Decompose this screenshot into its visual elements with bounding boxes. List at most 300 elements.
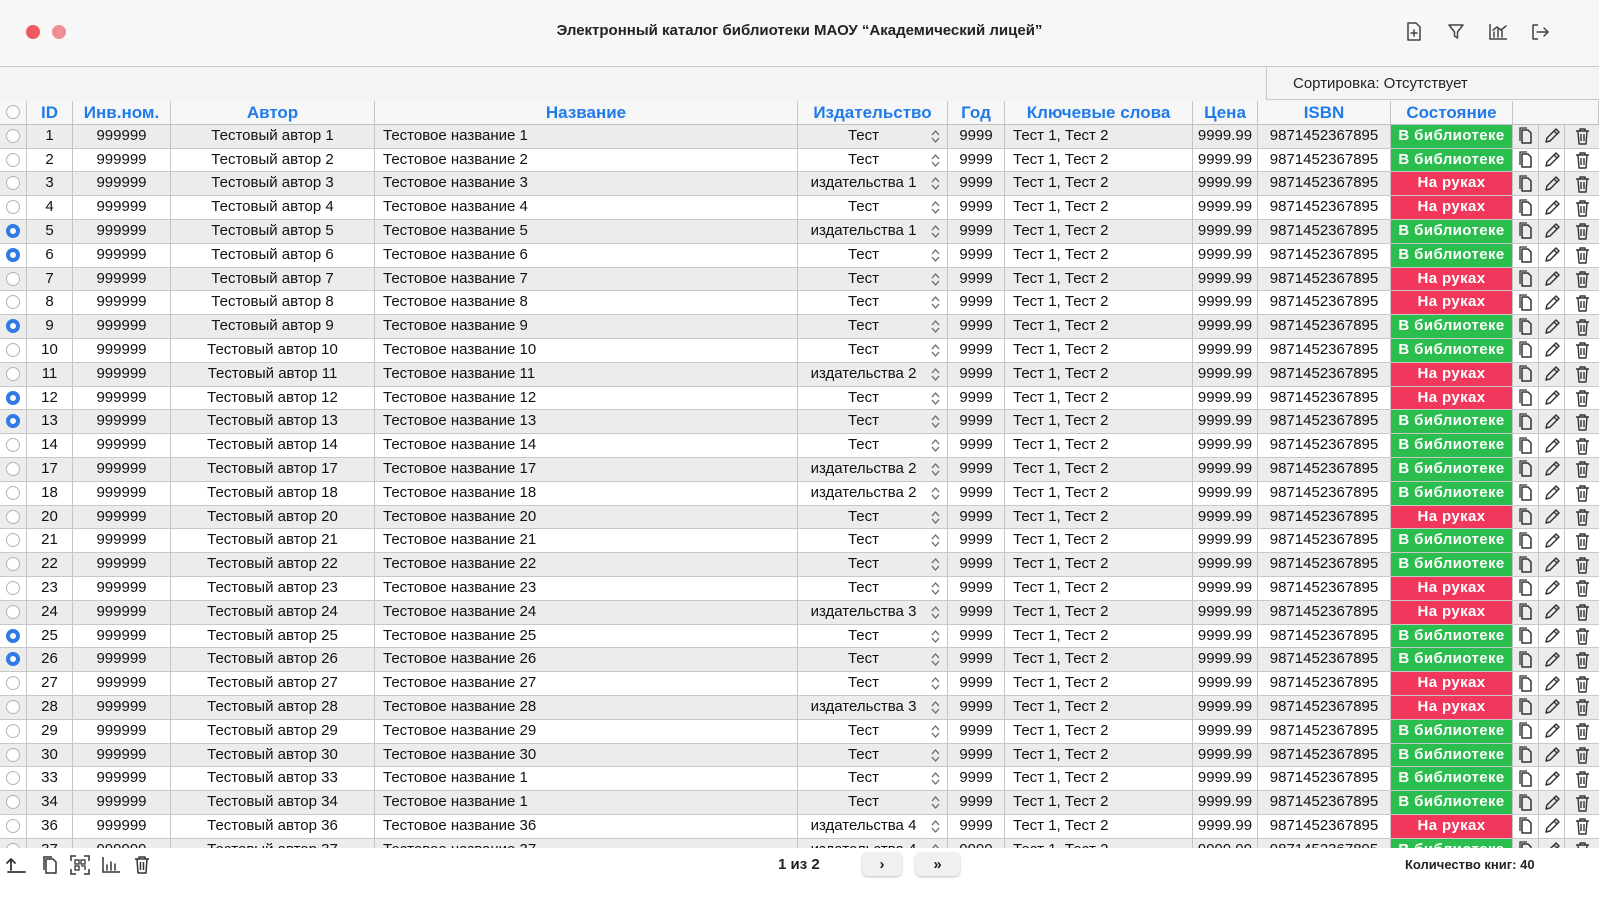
price-cell: 9999.99 bbox=[1193, 149, 1258, 172]
table-row[interactable] bbox=[0, 648, 1599, 672]
row-select-radio[interactable] bbox=[0, 791, 27, 814]
price-cell: 9999.99 bbox=[1193, 744, 1258, 767]
copy-icon[interactable] bbox=[1513, 196, 1539, 219]
copy-icon[interactable] bbox=[1513, 791, 1539, 814]
delete-icon[interactable] bbox=[1565, 601, 1599, 624]
stepper-icon[interactable] bbox=[931, 462, 940, 477]
copy-icon[interactable] bbox=[1513, 434, 1539, 457]
logout-icon[interactable] bbox=[1528, 20, 1552, 44]
id-cell: 28 bbox=[27, 696, 73, 719]
table-row[interactable] bbox=[0, 244, 1599, 268]
filter-icon[interactable] bbox=[1444, 20, 1468, 44]
copy-icon[interactable] bbox=[38, 853, 62, 877]
stepper-icon[interactable] bbox=[931, 129, 940, 144]
edit-icon[interactable] bbox=[1539, 410, 1565, 433]
isbn-cell: 9871452367895 bbox=[1258, 482, 1391, 505]
table-row[interactable] bbox=[0, 363, 1599, 387]
publisher-select[interactable] bbox=[798, 696, 948, 719]
table-row[interactable] bbox=[0, 387, 1599, 411]
inv-cell: 999999 bbox=[73, 387, 171, 410]
isbn-cell: 9871452367895 bbox=[1258, 648, 1391, 671]
table-row[interactable] bbox=[0, 125, 1599, 149]
edit-icon[interactable] bbox=[1539, 125, 1565, 148]
copy-icon[interactable] bbox=[1513, 149, 1539, 172]
delete-icon[interactable] bbox=[1565, 172, 1599, 195]
stepper-icon[interactable] bbox=[931, 629, 940, 644]
edit-icon[interactable] bbox=[1539, 672, 1565, 695]
stepper-icon[interactable] bbox=[931, 795, 940, 810]
publisher-select[interactable] bbox=[798, 172, 948, 195]
row-select-radio[interactable] bbox=[0, 220, 27, 243]
publisher-value: Тест bbox=[847, 769, 880, 787]
edit-icon[interactable] bbox=[1539, 434, 1565, 457]
statistics-icon[interactable] bbox=[1486, 20, 1510, 44]
copy-icon[interactable] bbox=[1513, 172, 1539, 195]
delete-icon[interactable] bbox=[1565, 696, 1599, 719]
delete-icon[interactable] bbox=[1565, 672, 1599, 695]
row-select-radio[interactable] bbox=[0, 315, 27, 338]
author-cell: Тестовый автор 1 bbox=[171, 125, 375, 148]
delete-icon[interactable] bbox=[1565, 434, 1599, 457]
row-select-radio[interactable] bbox=[0, 506, 27, 529]
table-row[interactable] bbox=[0, 482, 1599, 506]
header-isbn[interactable]: ISBN bbox=[1258, 101, 1391, 124]
title-cell: Тестовое название 3 bbox=[375, 172, 798, 195]
delete-icon[interactable] bbox=[1565, 387, 1599, 410]
stepper-icon[interactable] bbox=[931, 748, 940, 763]
row-select-radio[interactable] bbox=[0, 529, 27, 552]
table-row[interactable] bbox=[0, 315, 1599, 339]
stepper-icon[interactable] bbox=[931, 200, 940, 215]
table-row[interactable] bbox=[0, 506, 1599, 530]
publisher-select[interactable] bbox=[798, 363, 948, 386]
table-row[interactable] bbox=[0, 791, 1599, 815]
delete-icon[interactable] bbox=[1565, 220, 1599, 243]
row-select-radio[interactable] bbox=[0, 196, 27, 219]
year-cell: 9999 bbox=[948, 601, 1005, 624]
keywords-cell: Тест 1, Тест 2 bbox=[1005, 387, 1193, 410]
copy-icon[interactable] bbox=[1513, 410, 1539, 433]
id-cell: 11 bbox=[27, 363, 73, 386]
copy-icon[interactable] bbox=[1513, 696, 1539, 719]
table-row[interactable] bbox=[0, 815, 1599, 839]
header-author[interactable]: Автор bbox=[171, 101, 375, 124]
delete-icon[interactable] bbox=[1565, 244, 1599, 267]
publisher-select[interactable] bbox=[798, 244, 948, 267]
delete-icon[interactable] bbox=[1565, 125, 1599, 148]
table-row[interactable] bbox=[0, 744, 1599, 768]
publisher-select[interactable] bbox=[798, 339, 948, 362]
edit-icon[interactable] bbox=[1539, 601, 1565, 624]
row-select-radio[interactable] bbox=[0, 672, 27, 695]
id-cell: 22 bbox=[27, 553, 73, 576]
delete-icon[interactable] bbox=[1565, 720, 1599, 743]
keywords-cell: Тест 1, Тест 2 bbox=[1005, 720, 1193, 743]
copy-icon[interactable] bbox=[1513, 815, 1539, 838]
publisher-select[interactable] bbox=[798, 744, 948, 767]
header-id[interactable]: ID bbox=[27, 101, 73, 124]
row-select-radio[interactable] bbox=[0, 648, 27, 671]
row-select-radio[interactable] bbox=[0, 387, 27, 410]
author-cell: Тестовый автор 5 bbox=[171, 220, 375, 243]
inv-cell: 999999 bbox=[73, 672, 171, 695]
table-row[interactable] bbox=[0, 553, 1599, 577]
id-cell: 4 bbox=[27, 196, 73, 219]
publisher-select[interactable] bbox=[798, 648, 948, 671]
books-table bbox=[0, 101, 1599, 863]
edit-icon[interactable] bbox=[1539, 720, 1565, 743]
author-cell: Тестовый автор 10 bbox=[171, 339, 375, 362]
row-select-radio[interactable] bbox=[0, 696, 27, 719]
status-badge: В библиотеке bbox=[1391, 482, 1513, 505]
row-select-radio[interactable] bbox=[0, 482, 27, 505]
header-status[interactable]: Состояние bbox=[1391, 101, 1513, 124]
row-select-radio[interactable] bbox=[0, 244, 27, 267]
delete-icon[interactable] bbox=[1565, 815, 1599, 838]
next-page-button[interactable]: › bbox=[862, 852, 902, 876]
publisher-select[interactable] bbox=[798, 815, 948, 838]
edit-icon[interactable] bbox=[1539, 577, 1565, 600]
publisher-select[interactable] bbox=[798, 125, 948, 148]
row-select-radio[interactable] bbox=[0, 410, 27, 433]
publisher-select[interactable] bbox=[798, 601, 948, 624]
table-row[interactable] bbox=[0, 410, 1599, 434]
stepper-icon[interactable] bbox=[931, 343, 940, 358]
delete-icon[interactable] bbox=[1565, 529, 1599, 552]
edit-icon[interactable] bbox=[1539, 315, 1565, 338]
delete-icon[interactable] bbox=[1565, 363, 1599, 386]
year-cell: 9999 bbox=[948, 268, 1005, 291]
id-cell: 24 bbox=[27, 601, 73, 624]
table-row[interactable] bbox=[0, 672, 1599, 696]
qr-scan-icon[interactable] bbox=[68, 853, 92, 877]
copy-icon[interactable] bbox=[1513, 387, 1539, 410]
edit-icon[interactable] bbox=[1539, 291, 1565, 314]
row-select-radio[interactable] bbox=[0, 815, 27, 838]
copy-icon[interactable] bbox=[1513, 601, 1539, 624]
publisher-select[interactable] bbox=[798, 410, 948, 433]
copy-icon[interactable] bbox=[1513, 220, 1539, 243]
price-cell: 9999.99 bbox=[1193, 672, 1258, 695]
keywords-cell: Тест 1, Тест 2 bbox=[1005, 363, 1193, 386]
edit-icon[interactable] bbox=[1539, 196, 1565, 219]
edit-icon[interactable] bbox=[1539, 482, 1565, 505]
row-select-radio[interactable] bbox=[0, 125, 27, 148]
stepper-icon[interactable] bbox=[931, 724, 940, 739]
edit-icon[interactable] bbox=[1539, 220, 1565, 243]
isbn-cell: 9871452367895 bbox=[1258, 268, 1391, 291]
publisher-select[interactable] bbox=[798, 315, 948, 338]
header-actions bbox=[1513, 101, 1599, 124]
publisher-select[interactable] bbox=[798, 720, 948, 743]
publisher-value: издательства 3 bbox=[810, 602, 917, 620]
copy-icon[interactable] bbox=[1513, 339, 1539, 362]
row-select-radio[interactable] bbox=[0, 577, 27, 600]
price-cell: 9999.99 bbox=[1193, 244, 1258, 267]
row-select-radio[interactable] bbox=[0, 172, 27, 195]
delete-icon[interactable] bbox=[1565, 577, 1599, 600]
add-document-icon[interactable] bbox=[1402, 20, 1426, 44]
table-row[interactable] bbox=[0, 529, 1599, 553]
copy-icon[interactable] bbox=[1513, 268, 1539, 291]
table-row[interactable] bbox=[0, 172, 1599, 196]
row-select-radio[interactable] bbox=[0, 434, 27, 457]
edit-icon[interactable] bbox=[1539, 625, 1565, 648]
publisher-select[interactable] bbox=[798, 220, 948, 243]
year-cell: 9999 bbox=[948, 339, 1005, 362]
row-select-radio[interactable] bbox=[0, 363, 27, 386]
stepper-icon[interactable] bbox=[931, 533, 940, 548]
delete-icon[interactable] bbox=[1565, 410, 1599, 433]
statistics-icon[interactable] bbox=[99, 853, 123, 877]
delete-icon[interactable] bbox=[1565, 315, 1599, 338]
delete-icon[interactable] bbox=[1565, 482, 1599, 505]
row-select-radio[interactable] bbox=[0, 553, 27, 576]
stepper-icon[interactable] bbox=[931, 510, 940, 525]
id-cell: 8 bbox=[27, 291, 73, 314]
row-select-radio[interactable] bbox=[0, 458, 27, 481]
row-select-radio[interactable] bbox=[0, 291, 27, 314]
delete-icon[interactable] bbox=[1565, 648, 1599, 671]
delete-icon[interactable] bbox=[1565, 553, 1599, 576]
delete-icon[interactable] bbox=[1565, 625, 1599, 648]
copy-icon[interactable] bbox=[1513, 244, 1539, 267]
publisher-select[interactable] bbox=[798, 577, 948, 600]
table-row[interactable] bbox=[0, 268, 1599, 292]
inv-cell: 999999 bbox=[73, 244, 171, 267]
author-cell: Тестовый автор 26 bbox=[171, 648, 375, 671]
publisher-value: Тест bbox=[847, 793, 880, 811]
stepper-icon[interactable] bbox=[931, 272, 940, 287]
stepper-icon[interactable] bbox=[931, 391, 940, 406]
edit-icon[interactable] bbox=[1539, 767, 1565, 790]
publisher-value: издательства 2 bbox=[810, 364, 917, 382]
author-cell: Тестовый автор 33 bbox=[171, 767, 375, 790]
edit-icon[interactable] bbox=[1539, 387, 1565, 410]
delete-icon[interactable] bbox=[1565, 767, 1599, 790]
header-keywords[interactable]: Ключевые слова bbox=[1005, 101, 1193, 124]
isbn-cell: 9871452367895 bbox=[1258, 196, 1391, 219]
edit-icon[interactable] bbox=[1539, 696, 1565, 719]
author-cell: Тестовый автор 28 bbox=[171, 696, 375, 719]
delete-icon[interactable] bbox=[1565, 506, 1599, 529]
publisher-select[interactable] bbox=[798, 458, 948, 481]
copy-icon[interactable] bbox=[1513, 720, 1539, 743]
select-all-radio[interactable] bbox=[0, 101, 27, 124]
price-cell: 9999.99 bbox=[1193, 172, 1258, 195]
publisher-select[interactable] bbox=[798, 767, 948, 790]
copy-icon[interactable] bbox=[1513, 482, 1539, 505]
table-row[interactable] bbox=[0, 149, 1599, 173]
edit-icon[interactable] bbox=[1539, 172, 1565, 195]
stepper-icon[interactable] bbox=[931, 224, 940, 239]
year-cell: 9999 bbox=[948, 767, 1005, 790]
header-inv[interactable]: Инв.ном. bbox=[73, 101, 171, 124]
row-select-radio[interactable] bbox=[0, 268, 27, 291]
stepper-icon[interactable] bbox=[931, 557, 940, 572]
copy-icon[interactable] bbox=[1513, 291, 1539, 314]
table-row[interactable] bbox=[0, 601, 1599, 625]
isbn-cell: 9871452367895 bbox=[1258, 553, 1391, 576]
stepper-icon[interactable] bbox=[931, 295, 940, 310]
table-row[interactable] bbox=[0, 196, 1599, 220]
edit-icon[interactable] bbox=[1539, 268, 1565, 291]
id-cell: 7 bbox=[27, 268, 73, 291]
edit-icon[interactable] bbox=[1539, 363, 1565, 386]
author-cell: Тестовый автор 20 bbox=[171, 506, 375, 529]
isbn-cell: 9871452367895 bbox=[1258, 767, 1391, 790]
delete-icon[interactable] bbox=[1565, 791, 1599, 814]
row-select-radio[interactable] bbox=[0, 767, 27, 790]
delete-icon[interactable] bbox=[1565, 744, 1599, 767]
author-cell: Тестовый автор 8 bbox=[171, 291, 375, 314]
row-select-radio[interactable] bbox=[0, 720, 27, 743]
publisher-select[interactable] bbox=[798, 625, 948, 648]
table-body bbox=[0, 125, 1599, 863]
row-select-radio[interactable] bbox=[0, 744, 27, 767]
publisher-value: Тест bbox=[847, 340, 880, 358]
isbn-cell: 9871452367895 bbox=[1258, 339, 1391, 362]
delete-icon[interactable] bbox=[1565, 196, 1599, 219]
table-row[interactable] bbox=[0, 720, 1599, 744]
edit-icon[interactable] bbox=[1539, 149, 1565, 172]
author-cell: Тестовый автор 7 bbox=[171, 268, 375, 291]
publisher-value: Тест bbox=[847, 388, 880, 406]
publisher-select[interactable] bbox=[798, 553, 948, 576]
copy-icon[interactable] bbox=[1513, 529, 1539, 552]
publisher-select[interactable] bbox=[798, 268, 948, 291]
table-row[interactable] bbox=[0, 458, 1599, 482]
stepper-icon[interactable] bbox=[931, 486, 940, 501]
title-cell: Тестовое название 20 bbox=[375, 506, 798, 529]
edit-icon[interactable] bbox=[1539, 458, 1565, 481]
isbn-cell: 9871452367895 bbox=[1258, 387, 1391, 410]
keywords-cell: Тест 1, Тест 2 bbox=[1005, 315, 1193, 338]
table-row[interactable] bbox=[0, 291, 1599, 315]
copy-icon[interactable] bbox=[1513, 648, 1539, 671]
sort-status[interactable]: Сортировка: Отсутствует bbox=[1266, 66, 1599, 100]
stepper-icon[interactable] bbox=[931, 819, 940, 834]
last-page-button[interactable]: » bbox=[915, 852, 960, 876]
title-cell: Тестовое название 17 bbox=[375, 458, 798, 481]
stepper-icon[interactable] bbox=[931, 248, 940, 263]
publisher-select[interactable] bbox=[798, 529, 948, 552]
edit-icon[interactable] bbox=[1539, 553, 1565, 576]
publisher-select[interactable] bbox=[798, 672, 948, 695]
copy-icon[interactable] bbox=[1513, 577, 1539, 600]
price-cell: 9999.99 bbox=[1193, 506, 1258, 529]
stepper-icon[interactable] bbox=[931, 700, 940, 715]
upload-icon[interactable] bbox=[4, 853, 28, 877]
publisher-select[interactable] bbox=[798, 387, 948, 410]
year-cell: 9999 bbox=[948, 696, 1005, 719]
table-row[interactable] bbox=[0, 220, 1599, 244]
isbn-cell: 9871452367895 bbox=[1258, 577, 1391, 600]
edit-icon[interactable] bbox=[1539, 529, 1565, 552]
stepper-icon[interactable] bbox=[931, 319, 940, 334]
header-title[interactable]: Название bbox=[375, 101, 798, 124]
row-select-radio[interactable] bbox=[0, 625, 27, 648]
edit-icon[interactable] bbox=[1539, 506, 1565, 529]
edit-icon[interactable] bbox=[1539, 815, 1565, 838]
stepper-icon[interactable] bbox=[931, 414, 940, 429]
id-cell: 2 bbox=[27, 149, 73, 172]
copy-icon[interactable] bbox=[1513, 672, 1539, 695]
publisher-select[interactable] bbox=[798, 196, 948, 219]
keywords-cell: Тест 1, Тест 2 bbox=[1005, 149, 1193, 172]
publisher-select[interactable] bbox=[798, 506, 948, 529]
publisher-select[interactable] bbox=[798, 482, 948, 505]
table-row[interactable] bbox=[0, 696, 1599, 720]
stepper-icon[interactable] bbox=[931, 153, 940, 168]
table-row[interactable] bbox=[0, 625, 1599, 649]
delete-icon[interactable] bbox=[1565, 339, 1599, 362]
delete-icon[interactable] bbox=[1565, 268, 1599, 291]
table-row[interactable] bbox=[0, 434, 1599, 458]
header-price[interactable]: Цена bbox=[1193, 101, 1258, 124]
copy-icon[interactable] bbox=[1513, 767, 1539, 790]
title-cell: Тестовое название 14 bbox=[375, 434, 798, 457]
trash-icon[interactable] bbox=[130, 853, 154, 877]
stepper-icon[interactable] bbox=[931, 605, 940, 620]
isbn-cell: 9871452367895 bbox=[1258, 172, 1391, 195]
isbn-cell: 9871452367895 bbox=[1258, 458, 1391, 481]
stepper-icon[interactable] bbox=[931, 581, 940, 596]
edit-icon[interactable] bbox=[1539, 244, 1565, 267]
stepper-icon[interactable] bbox=[931, 438, 940, 453]
copy-icon[interactable] bbox=[1513, 625, 1539, 648]
price-cell: 9999.99 bbox=[1193, 601, 1258, 624]
delete-icon[interactable] bbox=[1565, 458, 1599, 481]
publisher-select[interactable] bbox=[798, 791, 948, 814]
copy-icon[interactable] bbox=[1513, 458, 1539, 481]
copy-icon[interactable] bbox=[1513, 744, 1539, 767]
stepper-icon[interactable] bbox=[931, 771, 940, 786]
year-cell: 9999 bbox=[948, 482, 1005, 505]
id-cell: 36 bbox=[27, 815, 73, 838]
stepper-icon[interactable] bbox=[931, 176, 940, 191]
delete-icon[interactable] bbox=[1565, 291, 1599, 314]
publisher-select[interactable] bbox=[798, 434, 948, 457]
stepper-icon[interactable] bbox=[931, 676, 940, 691]
row-select-radio[interactable] bbox=[0, 149, 27, 172]
edit-icon[interactable] bbox=[1539, 744, 1565, 767]
publisher-select[interactable] bbox=[798, 291, 948, 314]
copy-icon[interactable] bbox=[1513, 363, 1539, 386]
stepper-icon[interactable] bbox=[931, 367, 940, 382]
delete-icon[interactable] bbox=[1565, 149, 1599, 172]
header-publisher[interactable]: Издательство bbox=[798, 101, 948, 124]
edit-icon[interactable] bbox=[1539, 339, 1565, 362]
row-select-radio[interactable] bbox=[0, 601, 27, 624]
edit-icon[interactable] bbox=[1539, 791, 1565, 814]
title-cell: Тестовое название 1 bbox=[375, 791, 798, 814]
edit-icon[interactable] bbox=[1539, 648, 1565, 671]
table-row[interactable] bbox=[0, 767, 1599, 791]
copy-icon[interactable] bbox=[1513, 553, 1539, 576]
id-cell: 23 bbox=[27, 577, 73, 600]
table-row[interactable] bbox=[0, 577, 1599, 601]
stepper-icon[interactable] bbox=[931, 652, 940, 667]
copy-icon[interactable] bbox=[1513, 506, 1539, 529]
table-row[interactable] bbox=[0, 339, 1599, 363]
row-select-radio[interactable] bbox=[0, 339, 27, 362]
publisher-select[interactable] bbox=[798, 149, 948, 172]
copy-icon[interactable] bbox=[1513, 315, 1539, 338]
header-year[interactable]: Год bbox=[948, 101, 1005, 124]
status-badge: В библиотеке bbox=[1391, 244, 1513, 267]
copy-icon[interactable] bbox=[1513, 125, 1539, 148]
